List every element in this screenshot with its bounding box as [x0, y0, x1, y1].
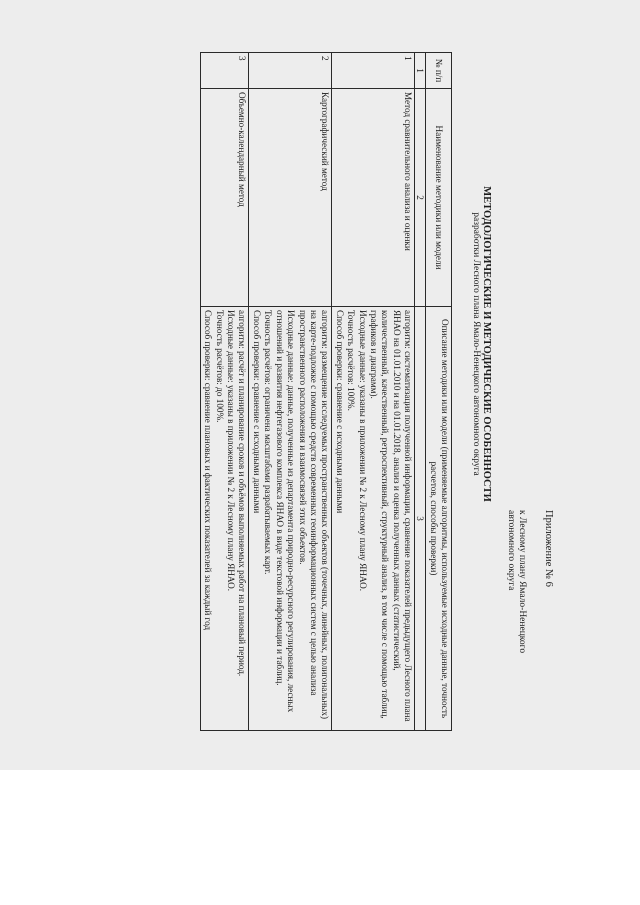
description-accuracy: Точность расчётов: до 100%. [214, 310, 225, 423]
header-number: № п/п [426, 53, 452, 89]
method-name: Картографический метод [249, 89, 332, 307]
header-method-description: Описание методики или модели (применяемые алгоритмы, используемые исходные данные, точность расчетов, способы проверки) [426, 307, 452, 731]
description-algorithm: алгоритм: размещение исследуемых пространственных объектов (точечных, линейных, полигональных) на карте-подложке с помощью средств современных геоинформационных систем с целью анализа пространственного расположения и взаимосвязей этих объектов. [297, 310, 331, 719]
method-name: Объемно-календарный метод [200, 89, 249, 307]
document-subtitle: разработки Лесного плана Ямало-Ненецкого автономного округа [470, 212, 481, 476]
method-description [249, 307, 332, 731]
table-row [249, 53, 332, 731]
row-number: 3 [200, 53, 249, 89]
column-number: 2 [415, 89, 426, 307]
appendix-reference-line: автономного округа [505, 510, 516, 591]
table-header-row [426, 53, 452, 731]
table-row [332, 53, 415, 731]
appendix-block [505, 450, 554, 700]
method-description [200, 307, 249, 731]
description-algorithm: алгоритм: систематизация полученной информации, сравнение показателей предыдущего Лесного плана ЯНАО на 01.01.2010 и на 01.01.2018, анализ и оценка полученных данных (статистический, количественный, качественный, ретроспективный, структурный анализ, в том числе с помощью таблиц, графиков и диаграмм). [368, 310, 414, 722]
description-accuracy: Точность расчётов: 100%. [346, 310, 357, 411]
description-verification: Способ проверки: сравнение с исходными данными [334, 310, 345, 514]
description-source-data: Исходные данные: указаны в приложении № 2 к Лесному плану ЯНАО. [357, 310, 368, 592]
description-source-data: Исходные данные: указаны в приложении № 2 к Лесному плану ЯНАО. [226, 310, 237, 592]
methods-table [200, 52, 452, 731]
document-heading [469, 24, 492, 664]
row-number: 2 [249, 53, 332, 89]
appendix-reference [505, 450, 527, 700]
description-algorithm: алгоритм: расчёт и планирование сроков и объёмов выполняемых работ на плановый период. [237, 310, 248, 677]
column-number: 3 [415, 307, 426, 731]
description-verification: Способ проверки: сравнение плановых и фактических показателей за каждый год [203, 310, 214, 631]
row-number: 1 [332, 53, 415, 89]
column-number: 1 [415, 53, 426, 89]
description-source-data: Исходные данные: данные, полученные из департамента природно-ресурсного регулирования, лесных отношений и развития нефтегазового комплекса ЯНАО в виде текстовой информации и таблиц. [274, 310, 297, 713]
column-number-row [415, 53, 426, 731]
table-row [200, 53, 249, 731]
header-method-name: Наименование методики или модели [426, 89, 452, 307]
method-description [332, 307, 415, 731]
description-verification: Способ проверки: сравнение с исходными данными [251, 310, 262, 514]
description-accuracy: Точность расчётов: ограничена масштабами разрабатываемых карт. [263, 310, 274, 575]
document-title: МЕТОДОЛОГИЧЕСКИЕ И МЕТОДИЧЕСКИЕ ОСОБЕННОСТИ [481, 186, 492, 502]
appendix-number: Приложение № 6 [543, 510, 554, 587]
method-name: Метод сравнительного анализа и оценки [332, 89, 415, 307]
appendix-reference-line: к Лесному плану Ямало-Ненецкого [516, 510, 527, 654]
rotated-document-page [59, 24, 564, 744]
